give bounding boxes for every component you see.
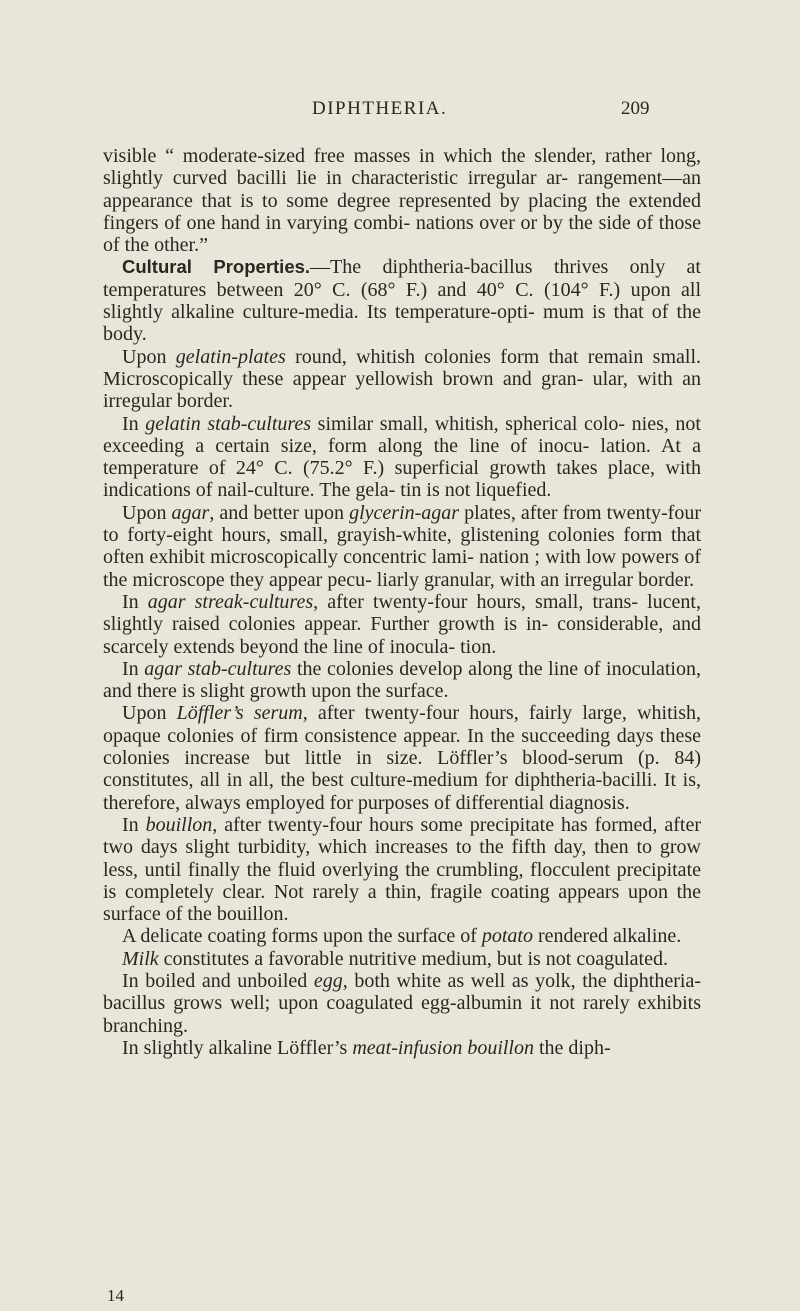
paragraph-meat-infusion: In slightly alkaline Löffler’s meat-infusion bouillon the diph- [122, 1036, 611, 1059]
paragraph-loeffler-serum: Upon Löffler’s serum, after twenty-four hours, fairly large, whitish, opaque colonies of firm consistence appear. In the succeeding days these colonies increase but little in size. Löffler’s blood-serum (p. 84) constitutes, all in all, the best culture-medium for diphtheria-bacilli. It is, therefore, always employed for purposes of differential diagnosis. [103, 702, 701, 814]
paragraph-egg: In boiled and unboiled egg, both white as well as yolk, the diphtheria-bacillus grows well; upon coagulated egg-albumin it not rarely exhibits branching. [103, 969, 701, 1037]
paragraph-milk: Milk constitutes a favorable nutritive medium, but is not coagulated. [122, 947, 668, 970]
paragraph-agar-stab: In agar stab-cultures the colonies develop along the line of inoculation, and there is slight growth upon the surface. [103, 657, 701, 703]
paragraph-cultural-properties: Cultural Properties.—The diphtheria-bacillus thrives only at temperatures between 20° C. (68° F.) and 40° C. (104° F.) upon all slightly alkaline culture-media. Its temperature-opti- mum is that of the body. [103, 256, 701, 346]
page-number: 209 [621, 98, 650, 119]
paragraph-gelatin-plates: Upon gelatin-plates round, whitish colonies form that remain small. Microscopically these appear yellowish brown and gran- ular, with an irregular border. [103, 345, 701, 413]
paragraph-potato: A delicate coating forms upon the surface of potato rendered alkaline. [122, 925, 682, 948]
paragraph-agar-streak: In agar streak-cultures, after twenty-four hours, small, trans- lucent, slightly raised colonies appear. Further growth is in- considerable, and scarcely extends beyond the line of inocula- tion. [103, 590, 701, 658]
paragraph-gelatin-stab: In gelatin stab-cultures similar small, whitish, spherical colo- nies, not exceeding a certain size, form along the line of inocu- lation. At a temperature of 24° C. (75.2° F.) superficial growth takes place, with indications of nail-culture. The gela- tin is not liquefied. [103, 412, 701, 502]
paragraph-agar-plates: Upon agar, and better upon glycerin-agar plates, after from twenty-four to forty-eight hours, small, grayish-white, glistening colonies form that often exhibit microscopically concentric lami- nation ; with low powers of the microscope they appear pecu- liarly granular, with an irregular border. [103, 501, 701, 591]
body-text [103, 145, 701, 1059]
signature-mark: 14 [107, 1286, 124, 1305]
paragraph-continued-quote: visible “ moderate-sized free masses in which the slender, rather long, slightly curved bacilli lie in characteristic irregular ar- rangement—an appearance that is to some degree represented by placing the extended fingers of one hand in varying combi- nations over or by the side of those of the other.” [103, 145, 701, 257]
section-heading: Cultural Properties. [122, 256, 311, 278]
running-title: DIPHTHERIA. [312, 98, 448, 119]
running-head [0, 98, 800, 128]
paragraph-bouillon: In bouillon, after twenty-four hours some precipitate has formed, after two days slight turbidity, which increases to the fifth day, then to grow less, until finally the fluid overlying the crumbling, flocculent precipitate is completely clear. Not rarely a thin, fragile coating appears upon the surface of the bouillon. [103, 813, 701, 926]
